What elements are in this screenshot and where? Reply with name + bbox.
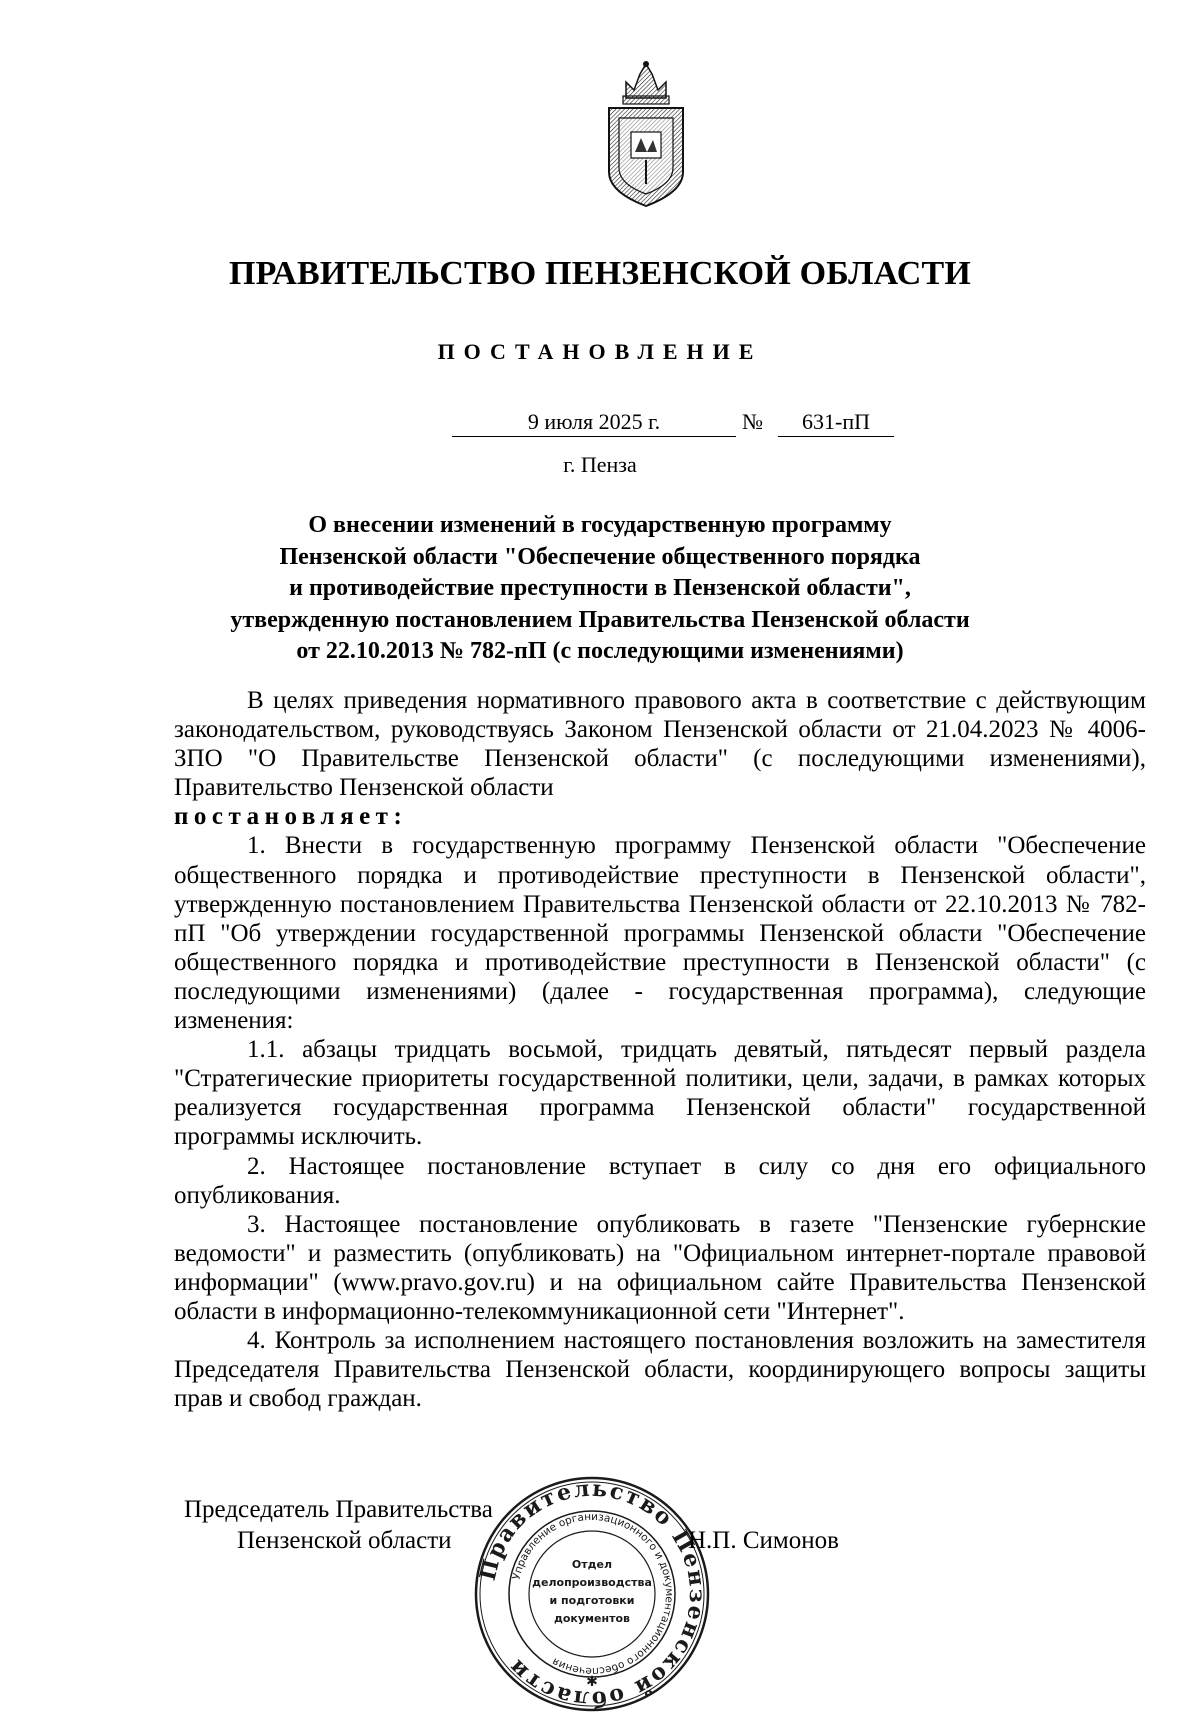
svg-text:делопроизводства: делопроизводства bbox=[532, 1576, 652, 1589]
heading-line: О внесении изменений в государственную программу bbox=[308, 512, 892, 538]
svg-text:Отдел: Отдел bbox=[571, 1558, 613, 1571]
decree-item: 2. Настоящее постановление вступает в силу со дня его официального опубликования. bbox=[174, 1152, 1146, 1209]
svg-text:документов: документов bbox=[553, 1612, 631, 1625]
document-date: 9 июля 2025 г. bbox=[452, 408, 736, 437]
decree-verb: постановляет: bbox=[174, 803, 408, 831]
svg-text:и подготовки: и подготовки bbox=[549, 1594, 635, 1607]
document-number: 631-пП bbox=[778, 408, 894, 437]
official-seal-stamp bbox=[472, 1474, 712, 1714]
authority-title: ПРАВИТЕЛЬСТВО ПЕНЗЕНСКОЙ ОБЛАСТИ bbox=[228, 255, 971, 292]
decree-item: 4. Контроль за исполнением настоящего постановления возложить на заместителя Председателя Правительства Пензенской области, координирующего вопросы защиты прав и свобод граждан. bbox=[174, 1327, 1146, 1413]
svg-text:Правительство Пензенской облас: Правительство Пензенской области bbox=[474, 1475, 711, 1713]
heading-line: Пензенской области "Обеспечение общественного порядка bbox=[279, 543, 921, 570]
heading-line: и противодействие преступности в Пензенской области", bbox=[289, 575, 911, 601]
coat-of-arms-emblem bbox=[601, 60, 691, 210]
signatory-role-line2: Пензенской области bbox=[237, 1527, 452, 1554]
document-body bbox=[174, 686, 1146, 1413]
document-type: ПОСТАНОВЛЕНИЕ bbox=[437, 339, 763, 364]
document-city: г. Пенза bbox=[563, 452, 637, 477]
signatory-name: Н.П. Симонов bbox=[688, 1527, 839, 1554]
decree-item: 1. Внести в государственную программу Пензенской области "Обеспечение общественного порядка и противодействие преступности в Пензенской области", утвержденную постановлением Правительства Пензенской области от 22.10.2013 № 782-пП "Об утверждении государственной программы Пензенской области "Обеспечение общественного порядка и противодействие преступности в Пензенской области" (с последующими изменениями) (далее - государственная программа), следующие изменения: bbox=[174, 832, 1146, 1035]
svg-text:✱: ✱ bbox=[586, 1674, 598, 1690]
document-heading bbox=[200, 510, 1000, 668]
signatory-role-line1: Председатель Правительства bbox=[184, 1496, 493, 1523]
decree-item: 3. Настоящее постановление опубликовать в газете "Пензенские губернские ведомости" и разместить (опубликовать) на "Официальном интернет-портале правовой информации" (www.pravo.gov.ru) и на официальном сайте Правительства Пензенской области в информационно-телекоммуникационной сети "Интернет". bbox=[174, 1210, 1146, 1325]
number-sign: № bbox=[742, 409, 763, 434]
heading-line: от 22.10.2013 № 782-пП (с последующими изменениями) bbox=[296, 638, 904, 664]
svg-text:Управление организационного и: Управление организационного и документационного обеспечения bbox=[510, 1510, 676, 1678]
decree-item: 1.1. абзацы тридцать восьмой, тридцать девятый, пятьдесят первый раздела "Стратегические приоритеты государственной политики, цели, задачи, в рамках которых реализуется государственная программа Пензенской области" государственной программы исключить. bbox=[174, 1036, 1146, 1151]
preamble-paragraph: В целях приведения нормативного правового акта в соответствие с действующим законодательством, руководствуясь Законом Пензенской области от 21.04.2023 № 4006-ЗПО "О Правительстве Пензенской области" (с последующими изменениями), Правительство Пензенской области bbox=[174, 687, 1146, 802]
heading-line: утвержденную постановлением Правительства Пензенской области bbox=[230, 606, 970, 633]
